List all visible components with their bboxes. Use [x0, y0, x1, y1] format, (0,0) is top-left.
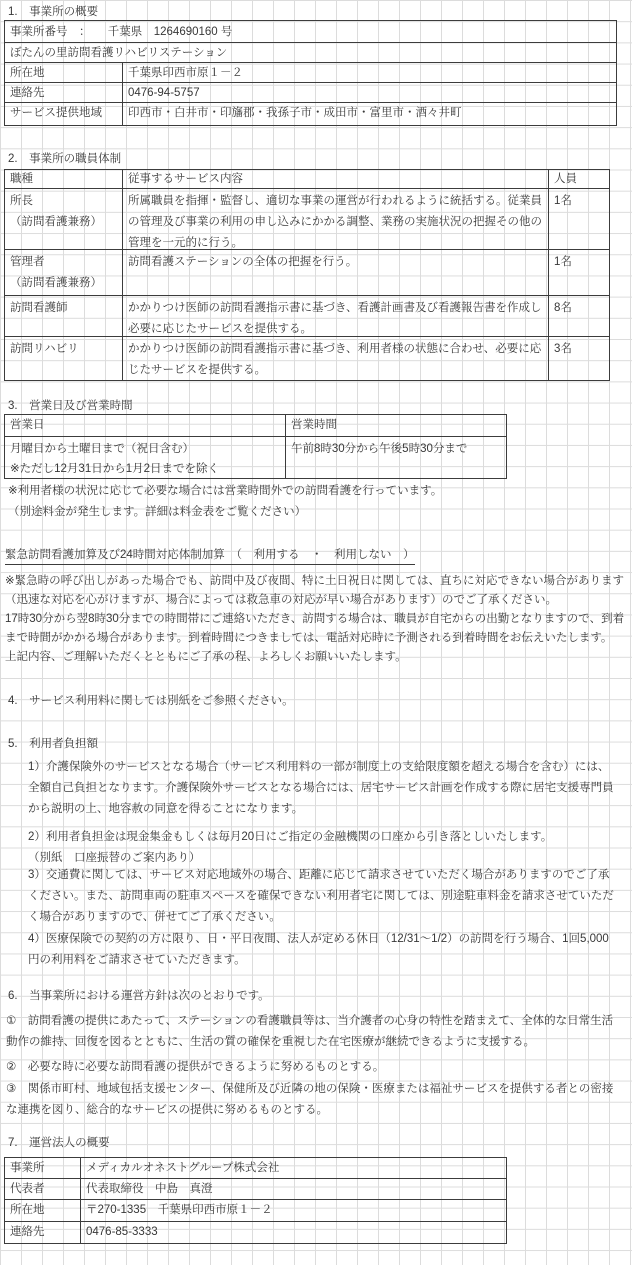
business-days-line1: 月曜日から土曜日まで（祝日含む） — [10, 443, 194, 455]
emergency-heading: 緊急訪問看護加算及び24時間対応体制加算 （ 利用する ・ 利用しない ） — [5, 549, 415, 565]
burden-item-2-line2: （別紙 口座振替のご案内あり） — [28, 852, 201, 864]
policy-item-3: ③ 関係市町村、地域包括支援センター、保健所及び近隣の地の保険・医療または福祉サービスを提供する者との密接な連携を図り、総合的なサービスの提供に努めるものとする。 — [6, 1083, 614, 1116]
section6-heading: 6. 当事業所における運営方針は次のとおりです。 — [8, 990, 270, 1002]
policy-item-1: ① 訪問看護の提供にあたって、ステーションの看護職員等は、当介護者の心身の特性を踏まえて、全体的な日常生活動作の維持、回復を図るとともに、生活の質の確保を重視した在宅医療が継続できるように支援する。 — [6, 1015, 614, 1048]
staff-role: 訪問看護師 — [5, 296, 123, 336]
row-value: 印西市・白井市・印旛郡・我孫子市・成田市・富里市・酒々井町 — [128, 107, 462, 119]
staff-duty: かかりつけ医師の訪問看護指示書に基づき、利用者様の状態に合わせ、必要に応じたサービスを提供する。 — [123, 337, 549, 380]
staff-table — [4, 169, 610, 381]
col-header-duty: 従事するサービス内容 — [123, 170, 549, 188]
col-header-role: 職種 — [5, 170, 123, 188]
emergency-paragraph-1: ※緊急時の呼び出しがあった場合でも、訪問中及び夜間、特に土日祝日に関しては、直ちに対応できない場合があります（迅速な対応を心がけますが、場合によっては救急車の対応が早い場合があります）のでご了承ください。 — [5, 575, 625, 606]
col-header-count: 人員 — [554, 173, 577, 185]
hours-note2: （別途料金が発生します。詳細は料金表をご覧ください） — [8, 506, 307, 518]
staff-role: 管理者 — [10, 256, 45, 268]
staff-duty: かかりつけ医師の訪問看護指示書に基づき、看護計画書及び看護報告書を作成し必要に応じたサービスを提供する。 — [123, 296, 549, 336]
staff-role: 所長 — [10, 195, 33, 207]
business-days-line2: ※ただし12月31日から1月2日までを除く — [10, 463, 220, 475]
emergency-text — [5, 572, 629, 667]
emergency-paragraph-2: 17時30分から翌8時30分までの時間帯にご連絡いただき、訪問する場合は、職員が自宅からの出勤となりますので、到着まで時間がかかる場合があります。到着時間につきましては、電話対応時に予測される到着時間をお伝えいたします。 — [5, 613, 625, 644]
row-value: 代表取締役 中島 真澄 — [86, 1183, 213, 1195]
section5-heading: 5. 利用者負担額 — [8, 738, 99, 750]
row-label: 事業所 — [5, 1158, 81, 1178]
row-value: 0476-85-3333 — [86, 1226, 158, 1238]
col-header-hours: 営業時間 — [291, 419, 337, 431]
hours-note1: ※利用者様の状況に応じて必要な場合には営業時間外での訪問看護を行っています。 — [8, 485, 443, 497]
emergency-paragraph-3: 上記内容、ご理解いただくとともにご了承の程、よろしくお願いいたします。 — [5, 651, 407, 663]
staff-count: 1名 — [554, 256, 572, 268]
table-row — [5, 1222, 506, 1243]
table-row — [5, 1158, 506, 1179]
table-row — [5, 1200, 506, 1222]
table-row — [5, 21, 616, 43]
burden-item-2 — [28, 827, 620, 869]
section3-heading: 3. 営業日及び営業時間 — [8, 400, 133, 412]
burden-item-1: 1）介護保険外のサービスとなる場合（サービス利用料の一部が制度上の支給限度額を超える場合を含む）には、全額自己負担となります。介護保険外サービスとなる場合には、居宅サービス計画を作成する際に居宅支援専門員から説明の上、地容赦の同意を得ることになります。 — [28, 761, 614, 815]
row-value: メディカルオネストグループ株式会社 — [86, 1162, 280, 1174]
office-name: ぼたんの里訪問看護リハビリステーション — [10, 47, 228, 59]
section7-heading: 7. 運営法人の概要 — [8, 1137, 110, 1149]
staff-duty: 所属職員を指揮・監督し、適切な事業の運営が行われるように統括する。従業員の管理及び事業の利用の申し込みにかかる調整、業務の実施状況の把握その他の管理を一元的に行う。 — [123, 189, 549, 249]
office-number: 事業所番号 ： 千葉県 1264690160 号 — [10, 26, 233, 38]
table-row — [5, 296, 609, 337]
table-row — [5, 437, 506, 478]
section1-heading: 1. 事業所の概要 — [8, 6, 99, 18]
row-value: 0476-94-5757 — [128, 87, 200, 99]
policy-item-2: ② 必要な時に必要な訪問看護の提供ができるように努めるものとする。 — [6, 1061, 385, 1073]
burden-item-2-line1: 2）利用者負担金は現金集金もしくは毎月20日にご指定の金融機関の口座から引き落としいたします。 — [28, 831, 553, 843]
office-overview-table — [4, 20, 617, 126]
table-row — [5, 43, 616, 63]
burden-item-4: 4）医療保険での契約の方に限り、日・平日夜間、法人が定める休日（12/31～1/2）の訪問を行う場合、1回5,000円の利用料をご請求させていただきます。 — [28, 933, 609, 966]
table-row — [5, 189, 609, 250]
staff-role: 訪問リハビリ — [5, 337, 123, 380]
row-label: 連絡先 — [5, 1222, 81, 1243]
staff-duty: 訪問看護ステーションの全体の把握を行う。 — [123, 250, 549, 295]
row-label: 連絡先 — [5, 83, 123, 102]
table-row — [5, 63, 616, 83]
staff-count: 1名 — [554, 195, 572, 207]
staff-role-note: （訪問看護兼務） — [10, 216, 102, 228]
table-row — [5, 337, 609, 380]
burden-item-3: 3）交通費に関しては、サービス対応地域外の場合、距離に応じて請求させていただく場合がありますのでご了承ください。また、訪問車両の駐車スペースを確保できない利用者宅に関しては、別途駐車料金を請求させていただく場合がありますので、併せてご了承ください。 — [28, 869, 614, 923]
corporation-table — [4, 1157, 507, 1244]
col-header-days: 営業日 — [5, 415, 286, 436]
table-row — [5, 103, 616, 125]
table-header-row — [5, 170, 609, 189]
row-label: 所在地 — [5, 63, 123, 82]
staff-count: 3名 — [554, 343, 572, 355]
staff-count: 8名 — [554, 302, 572, 314]
row-value: 〒270-1335 千葉県印西市原１－２ — [86, 1204, 273, 1216]
table-header-row — [5, 415, 506, 437]
staff-role-note: （訪問看護兼務） — [10, 277, 102, 289]
hours-table — [4, 414, 507, 479]
section2-heading: 2. 事業所の職員体制 — [8, 153, 122, 165]
table-row — [5, 250, 609, 296]
table-row — [5, 1179, 506, 1200]
section4-heading: 4. サービス利用料に関しては別紙をご参照ください。 — [8, 695, 294, 707]
row-label: 所在地 — [5, 1200, 81, 1221]
emergency-heading-wrap — [5, 546, 415, 562]
row-label: サービス提供地域 — [5, 103, 123, 125]
row-label: 代表者 — [5, 1179, 81, 1199]
table-row — [5, 83, 616, 103]
row-value: 千葉県印西市原１－２ — [128, 67, 243, 79]
business-hours: 午前8時30分から午後5時30分まで — [291, 443, 468, 455]
